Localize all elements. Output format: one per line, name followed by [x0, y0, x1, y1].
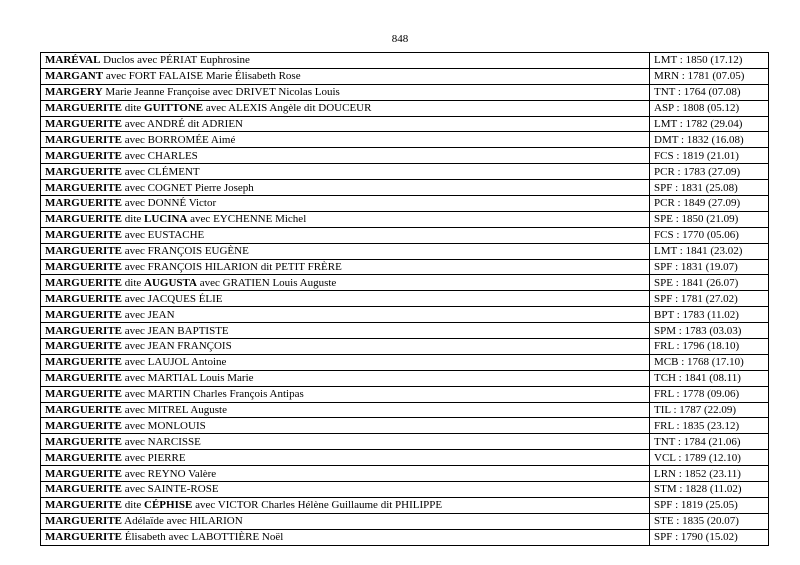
- record-reference-cell: SPM : 1783 (03.03): [650, 323, 769, 339]
- couple-names-cell: [41, 227, 650, 243]
- name-text: avec REYNO Valère: [122, 467, 217, 480]
- table-row: [41, 354, 769, 370]
- name-text: avec ALEXIS Angèle dit DOUCEUR: [203, 102, 372, 115]
- table-row: [41, 323, 769, 339]
- name-bold: MARGUERITE: [45, 102, 123, 115]
- table-row: [41, 148, 769, 164]
- name-text: Élisabeth avec LABOTTIÈRE Noël: [122, 531, 284, 544]
- name-text: dite: [122, 276, 145, 289]
- record-reference-cell: VCL : 1789 (12.10): [650, 450, 769, 466]
- name-text: avec DONNÉ Victor: [122, 197, 217, 210]
- record-reference-cell: LMT : 1841 (23.02): [650, 243, 769, 259]
- name-text: avec MONLOUIS: [122, 419, 206, 432]
- couple-names-cell: [41, 513, 650, 529]
- name-text: dite: [122, 213, 145, 226]
- name-text: avec VICTOR Charles Hélène Guillaume dit PHILIPPE: [192, 499, 443, 512]
- record-reference-cell: SPF : 1790 (15.02): [650, 529, 769, 545]
- registry-rows: [41, 53, 769, 546]
- record-reference-cell: FRL : 1796 (18.10): [650, 339, 769, 355]
- name-text: avec JEAN BAPTISTE: [122, 324, 229, 337]
- name-text: Duclos avec PÉRIAT Euphrosine: [100, 54, 250, 67]
- record-reference-cell: SPE : 1850 (21.09): [650, 211, 769, 227]
- couple-names-cell: [41, 434, 650, 450]
- couple-names-cell: [41, 482, 650, 498]
- name-text: avec JACQUES ÉLIE: [122, 292, 223, 305]
- name-text: avec MARTIN Charles François Antipas: [122, 388, 304, 401]
- name-text: avec CLÉMENT: [122, 165, 200, 178]
- record-reference-cell: TCH : 1841 (08.11): [650, 370, 769, 386]
- name-bold: MARGUERITE: [45, 133, 123, 146]
- record-reference-cell: TIL : 1787 (22.09): [650, 402, 769, 418]
- name-bold: MARGUERITE: [45, 515, 123, 528]
- table-row: [41, 402, 769, 418]
- name-bold: MARGUERITE: [45, 118, 123, 130]
- name-bold: AUGUSTA: [144, 276, 197, 289]
- record-reference-cell: FCS : 1819 (21.01): [650, 148, 769, 164]
- couple-names-cell: [41, 307, 650, 323]
- couple-names-cell: [41, 211, 650, 227]
- table-row: [41, 53, 769, 69]
- couple-names-cell: [41, 259, 650, 275]
- table-row: [41, 307, 769, 323]
- couple-names-cell: [41, 68, 650, 84]
- name-bold: LUCINA: [144, 213, 188, 226]
- record-reference-cell: SPF : 1781 (27.02): [650, 291, 769, 307]
- record-reference-cell: ASP : 1808 (05.12): [650, 100, 769, 116]
- couple-names-cell: [41, 53, 650, 69]
- couple-names-cell: [41, 291, 650, 307]
- name-bold: MARGUERITE: [45, 531, 123, 544]
- table-row: [41, 132, 769, 148]
- name-text: avec NARCISSE: [122, 435, 201, 448]
- table-row: [41, 180, 769, 196]
- couple-names-cell: [41, 497, 650, 513]
- name-bold: MARGUERITE: [45, 404, 123, 417]
- name-bold: MARGUERITE: [45, 451, 123, 464]
- table-row: [41, 291, 769, 307]
- couple-names-cell: [41, 84, 650, 100]
- table-row: [41, 100, 769, 116]
- name-text: Adélaïde avec HILARION: [122, 515, 243, 528]
- name-text: avec GRATIEN Louis Auguste: [197, 276, 337, 289]
- name-bold: MARGUERITE: [45, 276, 123, 289]
- couple-names-cell: [41, 275, 650, 291]
- name-bold: MARGUERITE: [45, 181, 123, 194]
- name-bold: MARGUERITE: [45, 229, 123, 242]
- name-bold: MARGUERITE: [45, 197, 123, 210]
- table-row: [41, 450, 769, 466]
- couple-names-cell: [41, 402, 650, 418]
- name-bold: MARGUERITE: [45, 388, 123, 401]
- record-reference-cell: DMT : 1832 (16.08): [650, 132, 769, 148]
- couple-names-cell: [41, 180, 650, 196]
- couple-names-cell: [41, 354, 650, 370]
- record-reference-cell: SPF : 1831 (25.08): [650, 180, 769, 196]
- name-bold: MARGUERITE: [45, 435, 123, 448]
- name-bold: MARGERY: [45, 86, 103, 99]
- name-text: avec COGNET Pierre Joseph: [122, 181, 254, 194]
- name-text: dite: [122, 499, 145, 512]
- table-row: [41, 116, 769, 132]
- record-reference-cell: STE : 1835 (20.07): [650, 513, 769, 529]
- name-bold: MARGUERITE: [45, 356, 123, 369]
- name-text: avec SAINTE-ROSE: [122, 483, 219, 496]
- name-text: avec MARTIAL Louis Marie: [122, 372, 254, 385]
- name-bold: MARGUERITE: [45, 261, 123, 274]
- name-text: avec JEAN FRANÇOIS: [122, 340, 232, 353]
- table-row: [41, 529, 769, 545]
- record-reference-cell: MRN : 1781 (07.05): [650, 68, 769, 84]
- name-bold: MARGUERITE: [45, 499, 123, 512]
- table-row: [41, 275, 769, 291]
- couple-names-cell: [41, 132, 650, 148]
- name-bold: MARGUERITE: [45, 165, 123, 178]
- name-bold: GUITTONE: [144, 102, 204, 115]
- name-text: dite: [122, 102, 145, 115]
- name-bold: MARGUERITE: [45, 483, 123, 496]
- couple-names-cell: [41, 148, 650, 164]
- name-text: avec EUSTACHE: [122, 229, 205, 242]
- name-bold: MARGUERITE: [45, 372, 123, 385]
- couple-names-cell: [41, 323, 650, 339]
- name-bold: MARGUERITE: [45, 324, 123, 337]
- record-reference-cell: TNT : 1784 (21.06): [650, 434, 769, 450]
- couple-names-cell: [41, 100, 650, 116]
- name-bold: MARGUERITE: [45, 340, 123, 353]
- name-bold: MARGUERITE: [45, 149, 123, 162]
- table-row: [41, 164, 769, 180]
- record-reference-cell: MCB : 1768 (17.10): [650, 354, 769, 370]
- name-bold: MARGUERITE: [45, 292, 123, 305]
- couple-names-cell: [41, 164, 650, 180]
- name-bold: MARGANT: [45, 70, 104, 83]
- name-text: avec FRANÇOIS HILARION dit PETIT FRÈRE: [122, 261, 342, 274]
- couple-names-cell: [41, 339, 650, 355]
- record-reference-cell: SPF : 1819 (25.05): [650, 497, 769, 513]
- table-row: [41, 466, 769, 482]
- record-reference-cell: LRN : 1852 (23.11): [650, 466, 769, 482]
- name-text: avec CHARLES: [122, 149, 198, 162]
- table-row: [41, 196, 769, 212]
- record-reference-cell: STM : 1828 (11.02): [650, 482, 769, 498]
- name-bold: MARGUERITE: [45, 245, 123, 258]
- page-number: 848: [391, 33, 409, 45]
- registry-table: [40, 52, 769, 546]
- table-row: [41, 84, 769, 100]
- table-row: [41, 513, 769, 529]
- table-row: [41, 68, 769, 84]
- table-row: [41, 211, 769, 227]
- name-text: avec MITREL Auguste: [122, 404, 227, 417]
- record-reference-cell: PCR : 1783 (27.09): [650, 164, 769, 180]
- name-text: avec ANDRÉ dit ADRIEN: [122, 118, 243, 130]
- couple-names-cell: [41, 370, 650, 386]
- table-row: [41, 370, 769, 386]
- table-row: [41, 497, 769, 513]
- name-text: avec LAUJOL Antoine: [122, 356, 227, 369]
- name-text: avec FRANÇOIS EUGÈNE: [122, 245, 249, 258]
- couple-names-cell: [41, 243, 650, 259]
- record-reference-cell: BPT : 1783 (11.02): [650, 307, 769, 323]
- table-row: [41, 259, 769, 275]
- record-reference-cell: TNT : 1764 (07.08): [650, 84, 769, 100]
- name-bold: MARGUERITE: [45, 419, 123, 432]
- name-bold: MARÉVAL: [45, 54, 101, 67]
- name-text: avec EYCHENNE Michel: [187, 213, 307, 226]
- name-text: avec JEAN: [122, 308, 175, 321]
- name-bold: MARGUERITE: [45, 213, 123, 226]
- name-text: avec PIERRE: [122, 451, 186, 464]
- table-row: [41, 227, 769, 243]
- couple-names-cell: [41, 466, 650, 482]
- name-text: avec BORROMÉE Aimé: [122, 133, 236, 146]
- table-row: [41, 482, 769, 498]
- name-bold: MARGUERITE: [45, 467, 123, 480]
- record-reference-cell: FRL : 1835 (23.12): [650, 418, 769, 434]
- record-reference-cell: FRL : 1778 (09.06): [650, 386, 769, 402]
- couple-names-cell: [41, 529, 650, 545]
- couple-names-cell: [41, 386, 650, 402]
- record-reference-cell: PCR : 1849 (27.09): [650, 196, 769, 212]
- record-reference-cell: FCS : 1770 (05.06): [650, 227, 769, 243]
- record-reference-cell: LMT : 1782 (29.04): [650, 116, 769, 132]
- table-row: [41, 243, 769, 259]
- table-row: [41, 434, 769, 450]
- table-row: [41, 418, 769, 434]
- record-reference-cell: SPE : 1841 (26.07): [650, 275, 769, 291]
- record-reference-cell: LMT : 1850 (17.12): [650, 53, 769, 69]
- couple-names-cell: [41, 116, 650, 132]
- table-row: [41, 386, 769, 402]
- table-row: [41, 339, 769, 355]
- couple-names-cell: [41, 450, 650, 466]
- name-bold: CÉPHISE: [144, 499, 193, 512]
- name-text: Marie Jeanne Françoise avec DRIVET Nicolas Louis: [102, 86, 340, 99]
- name-text: avec FORT FALAISE Marie Élisabeth Rose: [103, 70, 301, 83]
- couple-names-cell: [41, 196, 650, 212]
- couple-names-cell: [41, 418, 650, 434]
- name-bold: MARGUERITE: [45, 308, 123, 321]
- record-reference-cell: SPF : 1831 (19.07): [650, 259, 769, 275]
